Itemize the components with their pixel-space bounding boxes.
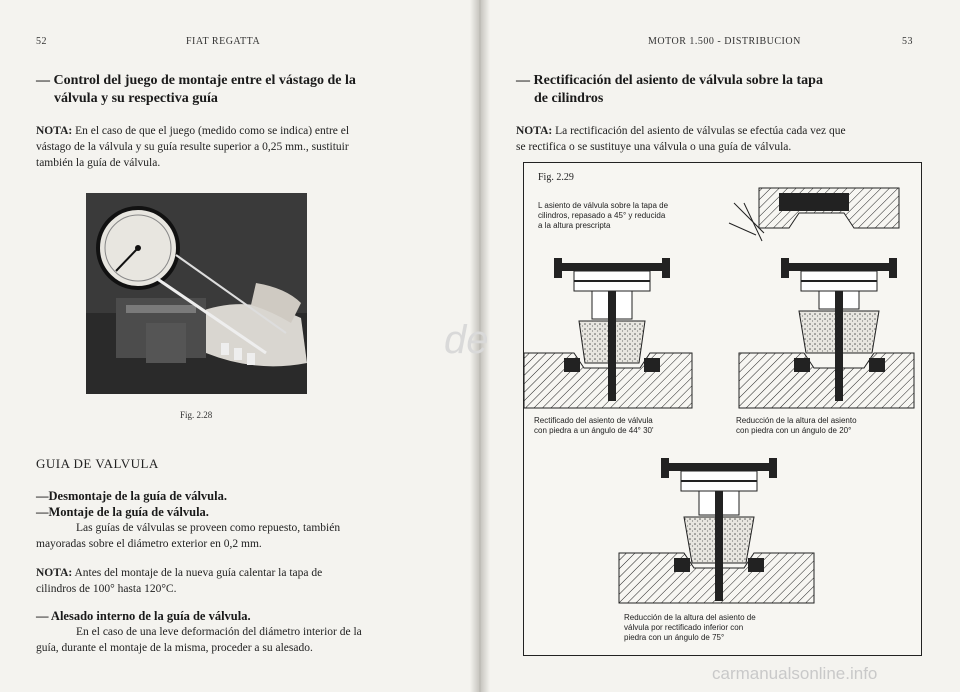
nota1-line3: también la guía de válvula. <box>36 157 161 169</box>
right-title-line1: — Rectificación del asiento de válvula sobre la tapa <box>516 73 823 88</box>
left-page-number: 52 <box>36 36 47 47</box>
tool-diagram-right <box>739 258 914 408</box>
center-watermark: de <box>444 318 489 362</box>
top-note-line1: L asiento de válvula sobre la tapa de <box>538 201 669 210</box>
caption-left-line1: Rectificado del asiento de válvula <box>534 416 653 425</box>
fig-2-29-label: Fig. 2.29 <box>538 172 574 183</box>
top-note-line3: a la altura prescripta <box>538 221 611 230</box>
valve-seat-diagrams <box>524 163 921 655</box>
nota1-label: NOTA: <box>36 125 73 137</box>
nota2-text: Antes del montaje de la nueva guía calentar la tapa de <box>72 567 323 579</box>
site-watermark: carmanualsonline.info <box>712 664 878 683</box>
caption-bottom-line3: piedra con un ángulo de 75° <box>624 633 725 642</box>
nota1-text: En el caso de que el juego (medido como se indica) entre el <box>72 125 350 137</box>
right-nota-line1 <box>516 123 846 139</box>
nota2-line1 <box>36 565 322 581</box>
section1-title-line1: — Control del juego de montaje entre el vástago de la <box>36 73 356 88</box>
left-running-head: FIAT REGATTA <box>186 36 261 47</box>
right-page-number: 53 <box>902 36 913 47</box>
caption-bottom-line1: Reducción de la altura del asiento de <box>624 613 756 622</box>
tool-diagram-bottom <box>619 458 814 603</box>
caption-left-line2: con piedra a un ángulo de 44° 30' <box>534 426 654 435</box>
para1-line1: Las guías de válvulas se proveen como repuesto, también <box>76 522 341 534</box>
caption-bottom-line2: válvula por rectificado inferior con <box>624 623 744 632</box>
section1-title-line2: válvula y su respectiva guía <box>54 91 218 106</box>
right-title-line2: de cilindros <box>534 91 604 106</box>
nota2-line2: cilindros de 100° hasta 120°C. <box>36 583 177 595</box>
para2-line2: guía, durante el montaje de la misma, proceder a su alesado. <box>36 642 313 654</box>
top-note-line2: cilindros, repasado a 45° y reducida <box>538 211 666 220</box>
caption-right-line2: con piedra con un ángulo de 20° <box>736 426 852 435</box>
right-nota-label: NOTA: <box>516 125 553 137</box>
dial-gauge-illustration <box>86 193 307 394</box>
section2-title: GUIA DE VALVULA <box>36 456 159 471</box>
right-nota-text: La rectificación del asiento de válvulas se efectúa cada vez que <box>552 125 846 137</box>
section3-title: — Alesado interno de la guía de válvula. <box>36 609 251 623</box>
nota1-line1 <box>36 123 349 139</box>
subsection-montaje: —Montaje de la guía de válvula. <box>36 505 209 519</box>
fig-2-28-caption: Fig. 2.28 <box>180 410 213 420</box>
right-running-head: MOTOR 1.500 - DISTRIBUCION <box>648 36 801 47</box>
left-page <box>0 0 478 692</box>
para1-line2: mayoradas sobre el diámetro exterior en 0,2 mm. <box>36 538 262 550</box>
seat-detail-diagram <box>729 188 899 241</box>
right-nota-line2: se rectifica o se sustituye una válvula o una guía de válvula. <box>516 141 792 153</box>
dial-gauge-photo <box>86 193 307 394</box>
subsection-desmontaje: —Desmontaje de la guía de válvula. <box>36 489 227 503</box>
para2-line1: En el caso de una leve deformación del diámetro interior de la <box>76 626 362 638</box>
nota2-label: NOTA: <box>36 567 73 579</box>
tool-diagram-left <box>524 258 692 408</box>
nota1-line2: vástago de la válvula y su guía resulte superior a 0,25 mm., sustituir <box>36 141 349 153</box>
fig-2-29-box <box>523 162 922 656</box>
caption-right-line1: Reducción de la altura del asiento <box>736 416 857 425</box>
